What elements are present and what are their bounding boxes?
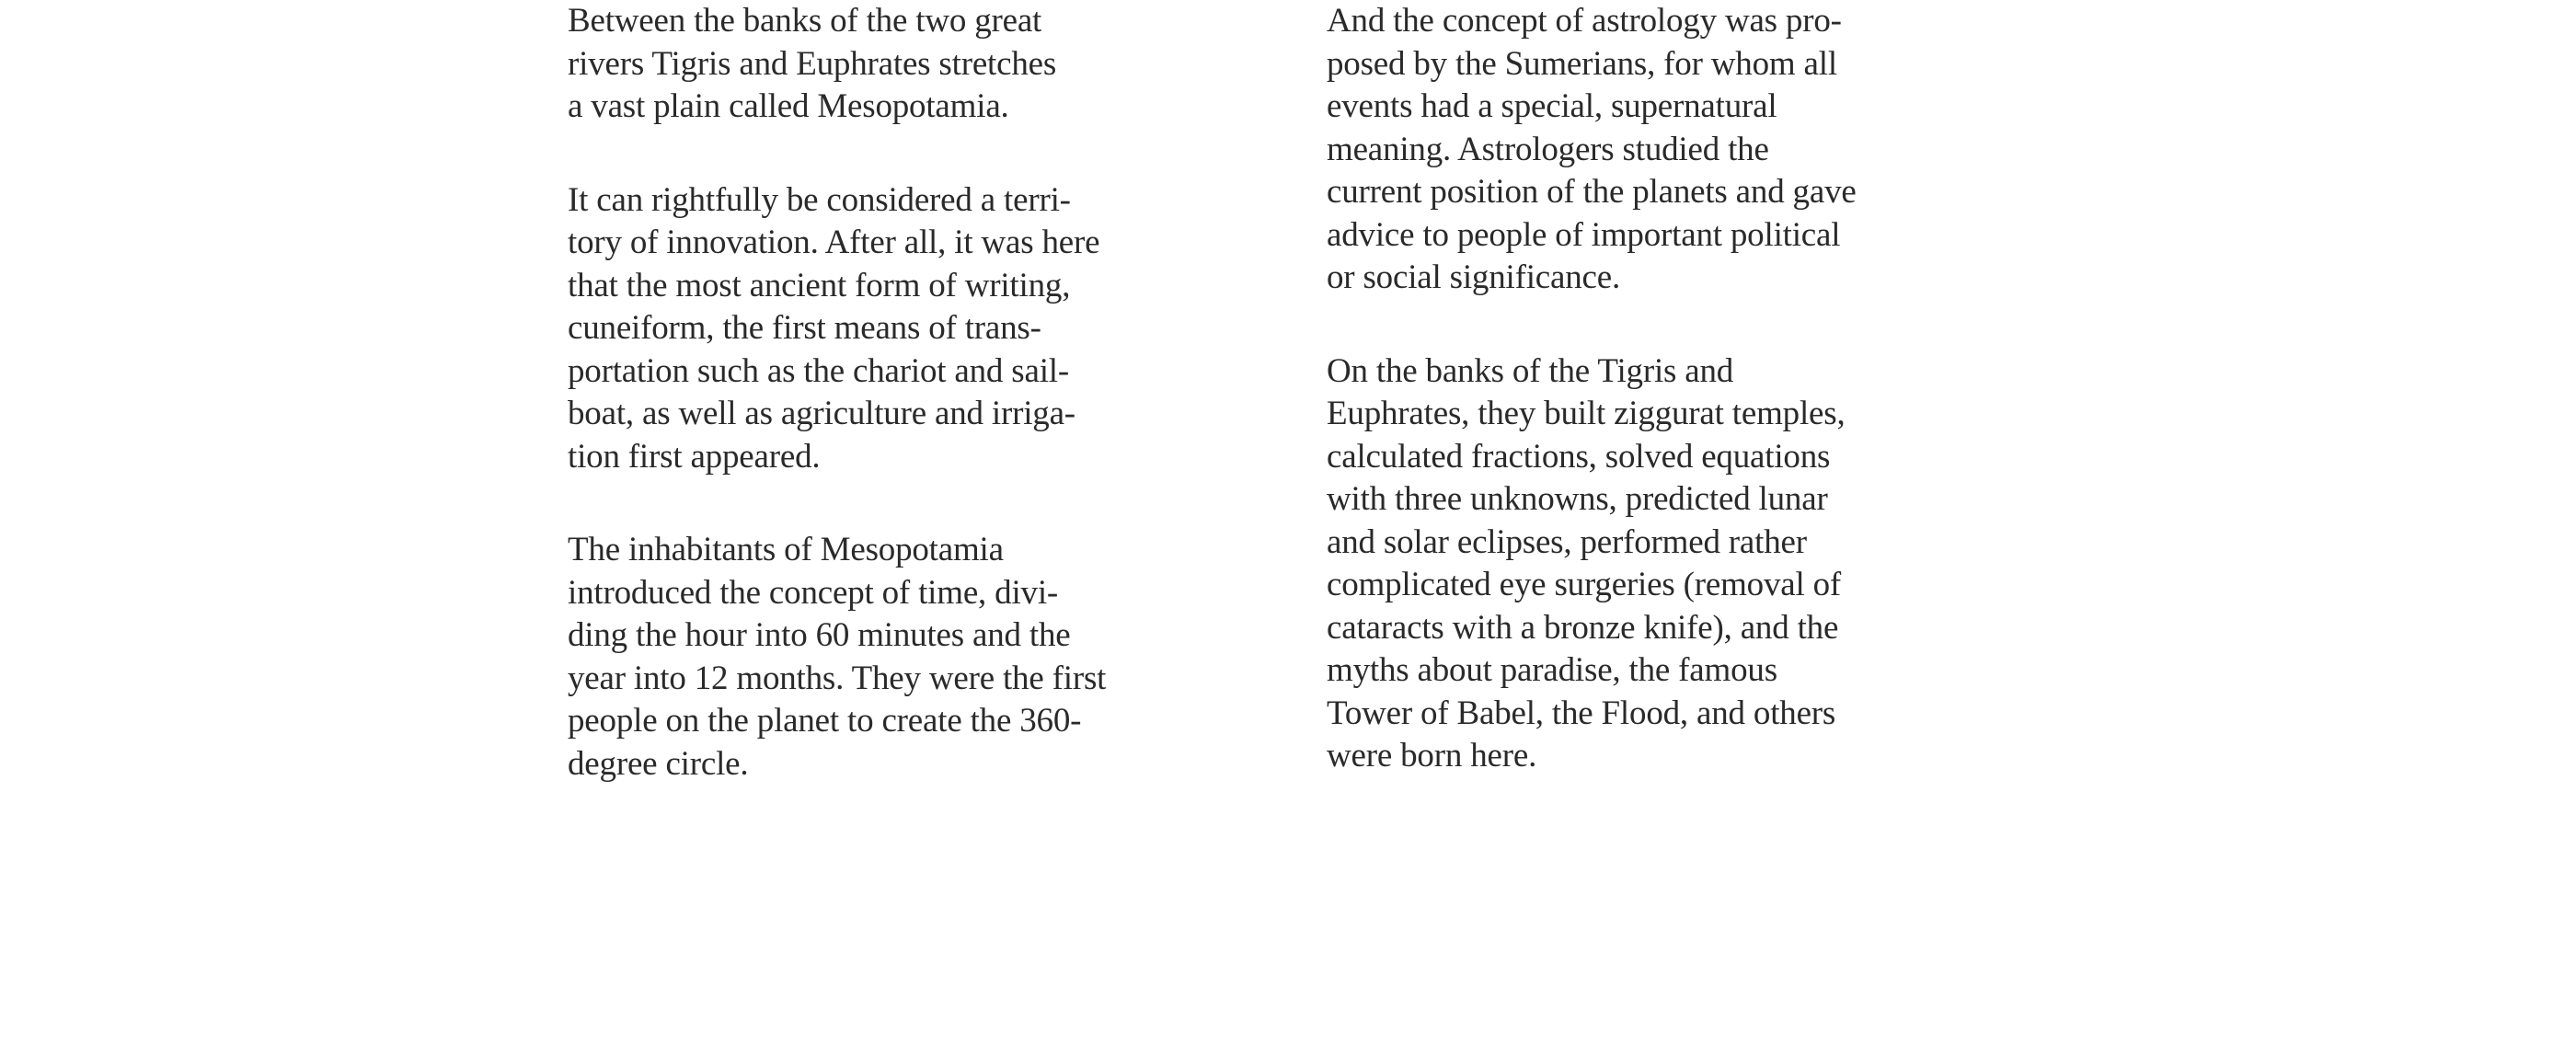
text-line: events had a special, supernatural bbox=[1327, 87, 1777, 125]
text-line: cataracts with a bronze knife), and the bbox=[1327, 608, 1839, 647]
text-line: Tower of Babel, the Flood, and others bbox=[1327, 694, 1836, 732]
text-line: It can rightfully be considered a terri- bbox=[568, 180, 1071, 219]
text-line: Euphrates, they built ziggurat temples, bbox=[1327, 395, 1846, 432]
text-line: boat, as well as agriculture and irriga- bbox=[568, 395, 1075, 432]
text-line: cuneiform, the first means of trans- bbox=[568, 309, 1041, 347]
text-line: On the banks of the Tigris and bbox=[1327, 351, 1734, 390]
text-line: myths about paradise, the famous bbox=[1327, 651, 1777, 689]
paragraph-achievements bbox=[1327, 350, 1915, 778]
text-line: complicated eye surgeries (removal of bbox=[1327, 566, 1842, 603]
paragraph-concept-of-time bbox=[568, 529, 1156, 786]
text-line: Between the banks of the two great bbox=[568, 2, 1042, 40]
text-line: and solar eclipses, performed rather bbox=[1327, 522, 1807, 561]
paragraph-astrology bbox=[1327, 0, 1915, 300]
text-line: were born here. bbox=[1327, 737, 1537, 774]
text-line: ding the hour into 60 minutes and the bbox=[568, 616, 1071, 654]
text-line: tory of innovation. After all, it was here bbox=[568, 224, 1100, 261]
text-line: posed by the Sumerians, for whom all bbox=[1327, 44, 1837, 83]
text-line: rivers Tigris and Euphrates stretches bbox=[568, 44, 1057, 83]
text-line: or social significance. bbox=[1327, 258, 1621, 296]
text-line: people on the planet to create the 360- bbox=[568, 702, 1082, 740]
text-line: introduced the concept of time, divi- bbox=[568, 573, 1059, 612]
text-line: with three unknowns, predicted lunar bbox=[1327, 480, 1828, 518]
text-line: calculated fractions, solved equations bbox=[1327, 437, 1831, 476]
text-line: And the concept of astrology was pro- bbox=[1327, 2, 1842, 40]
text-line: portation such as the chariot and sail- bbox=[568, 351, 1069, 390]
text-line: meaning. Astrologers studied the bbox=[1327, 130, 1769, 168]
text-line: that the most ancient form of writing, bbox=[568, 266, 1071, 304]
text-line: degree circle. bbox=[568, 744, 749, 783]
text-line: advice to people of important political bbox=[1327, 215, 1841, 254]
paragraph-mesopotamia-plain bbox=[568, 0, 1156, 129]
text-line: year into 12 months. They were the first bbox=[568, 659, 1107, 697]
right-text-column bbox=[1327, 0, 1915, 829]
text-line: current position of the planets and gave bbox=[1327, 173, 1857, 211]
text-line: The inhabitants of Mesopotamia bbox=[568, 531, 1004, 568]
text-line: tion first appeared. bbox=[568, 437, 821, 476]
text-line: a vast plain called Mesopotamia. bbox=[568, 87, 1009, 125]
paragraph-territory-of-innovation bbox=[568, 179, 1156, 479]
left-text-column bbox=[568, 0, 1156, 836]
